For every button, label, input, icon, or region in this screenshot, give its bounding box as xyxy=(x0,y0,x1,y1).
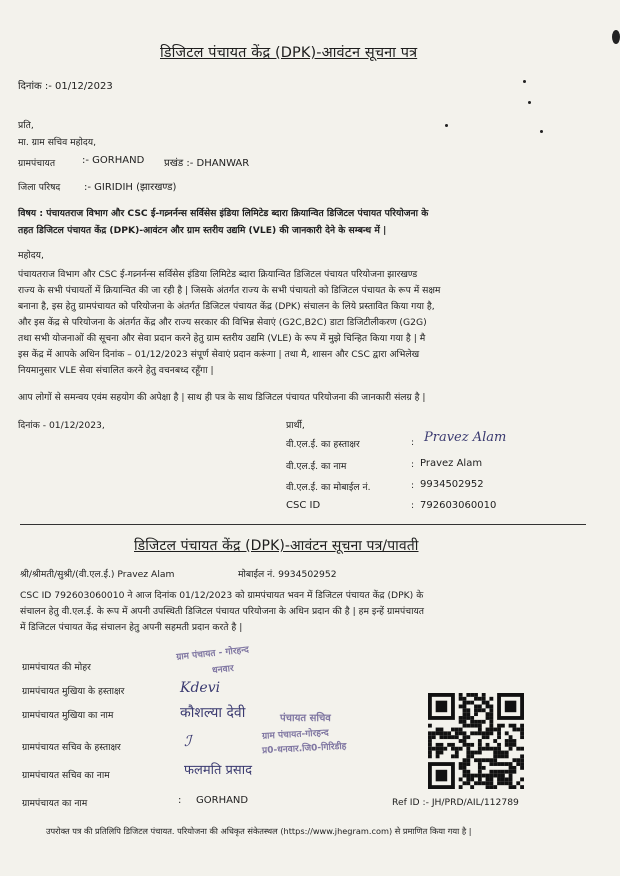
body-line: पंचायतराज विभाग और CSC ई-गव्र्नर्नन्स सर्विसेस इंडिया लिमिटेड ब्दारा क्रियान्वित डिजिटल पंचायत परियोजना झारखण्ड xyxy=(18,269,418,280)
salutation: महोदय, xyxy=(18,250,44,261)
ref-id: Ref ID :- JH/PRD/AIL/112789 xyxy=(392,797,519,808)
scan-speck xyxy=(523,80,526,83)
secretary-name-label: ग्रामपंचायत सचिव का नाम xyxy=(22,770,110,781)
gp-label: ग्रामपंचायत xyxy=(18,158,56,169)
date-line: दिनांक :- 01/12/2023 xyxy=(18,81,113,92)
body-line: इस केंद्र में आपके अधिन दिनांक – 01/12/2023 संपूर्ण सेवाएं प्रदान करूंगा | तथा मै, शासन और CSC द्वारा अभिलेख xyxy=(18,349,420,360)
colon: : xyxy=(411,459,415,470)
gp-value: :- GORHAND xyxy=(82,155,145,166)
district-value: :- GIRIDIH (झारखण्ड) xyxy=(84,182,177,193)
block-value: प्रखंड :- DHANWAR xyxy=(164,158,250,169)
mukhiya-signature: Kdevi xyxy=(180,680,221,696)
footer-note: उपरोक्त पत्र की प्रतिलिपि डिजिटल पंचायत. परियोजना की अधिकृत संकेतस्थल (https://www.jhegram.com) से प्रमाणित किया गया है | xyxy=(46,826,472,836)
secretary-sig-label: ग्रामपंचायत सचिव के हस्ताक्षर xyxy=(22,742,121,753)
body-line: राज्य के सभी पंचायतों में क्रियान्वित की जा रही है | जिसके अंतर्गत राज्य के सभी पंचायतो को डिजिटल पंचायत के रूप में सक्षम xyxy=(18,285,441,296)
mukhiya-name-handwritten: कौशल्या देवी xyxy=(180,705,246,721)
secretary-stamp-1: पंचायत सचिव xyxy=(280,713,331,724)
gp-name-value-colon: : xyxy=(178,795,182,806)
gp-seal-stamp: ग्राम पंचायत - गोरहन्द xyxy=(175,645,250,663)
colon: : xyxy=(411,437,415,448)
addressee: मा. ग्राम सचिव महोदय, xyxy=(18,137,97,148)
body-line: और इस केंद्र से परियोजना के अंतर्गत केंद्र और राज्य सरकार की विभिन्न सेवाएं (G2C,B2C) डाटा डिजिटीलीकरण (G2G) xyxy=(18,317,427,328)
closing-line: आप लोगों से समन्वय एवंम सहयोग की अपेक्षा है | साथ ही पत्र के साथ डिजिटल पंचायत परियोजना की जानकारी संलग्र है | xyxy=(18,392,426,403)
secretary-scrawl: ℐ xyxy=(184,732,192,750)
mukhiya-sig-label: ग्रामपंचायत मुखिया के हस्ताक्षर xyxy=(22,686,125,697)
applicant-label: प्रार्थी, xyxy=(286,420,305,431)
gp-seal-stamp-line2: धनवार xyxy=(211,663,235,677)
scan-speck xyxy=(528,101,531,104)
gp-name-label: ग्रामपंचायत का नाम xyxy=(22,798,88,809)
body-line: नियमानुसार VLE सेवा संचालित करने हेतु वचनबध्द रहूँगा | xyxy=(18,365,214,376)
vle-mobile: 9934502952 xyxy=(420,479,484,490)
section2-line-4: में डिजिटल पंचायत केंद्र संचालन हेतु अपनी सहमती प्रदान करते है | xyxy=(20,622,243,633)
scan-speck xyxy=(445,124,448,127)
colon: : xyxy=(411,480,415,491)
qr-code xyxy=(428,693,524,789)
district-label: जिला परिषद xyxy=(18,182,61,193)
mukhiya-name-label: ग्रामपंचायत मुखिया का नाम xyxy=(22,710,114,721)
scan-speck xyxy=(612,30,620,44)
section2-line-1: श्री/श्रीमती/सुश्री/(वी.एल.ई.) Pravez Alam xyxy=(20,569,175,580)
section2-mobile: मोबाईल नं. 9934502952 xyxy=(238,569,337,580)
gp-seal-label: ग्रामपंचायत की मोहर xyxy=(22,662,91,673)
secretary-stamp-2: ग्राम पंचायत-गोरहन्द xyxy=(261,728,329,742)
gp-name-value: GORHAND xyxy=(196,795,249,806)
vle-sig-label: वी.एल.ई. का हस्ताक्षर xyxy=(286,439,360,450)
secretary-stamp-3: प्र0-धनवार.जि0-गिरिडीह xyxy=(261,741,347,757)
body-line: तथा सभी योजनाओं की सूचना और सेवा प्रदान करने हेतु ग्राम स्तरीय उद्यमि (VLE) के रूप में मुझे चिन्हित किया गया है | मै xyxy=(18,333,426,344)
section2-line-3: संचालन हेतु वी.एल.ई. के रूप में अपनी उपस्थिती डिजिटल पंचायत परियोजना के अधिन प्रदान की है | हम इन्हें ग्रामपंचायत xyxy=(20,606,425,617)
csc-id-label: CSC ID xyxy=(286,500,321,511)
colon: : xyxy=(411,500,415,511)
subject-line-1: विषय : पंचायतराज विभाग और CSC ई-गव्र्नर्नन्स सर्विसेस इंडिया लिमिटेड ब्दारा क्रियान्वित डिजिटल पंचायत परियोजना के xyxy=(18,208,429,219)
scan-speck xyxy=(540,130,543,133)
section2-title: डिजिटल पंचायत केंद्र (DPK)-आवंटन सूचना पत्र/पावती xyxy=(134,538,419,554)
document-title: डिजिटल पंचायत केंद्र (DPK)-आवंटन सूचना पत्र xyxy=(160,45,418,61)
vle-mobile-label: वी.एल.ई. का मोबाईल नं. xyxy=(286,482,371,493)
section-divider xyxy=(20,524,586,525)
date-line-2: दिनांक - 01/12/2023, xyxy=(18,420,105,431)
secretary-signature: फलमति प्रसाद xyxy=(184,763,252,778)
vle-name-label: वी.एल.ई. का नाम xyxy=(286,461,347,472)
subject-line-2: तहत डिजिटल पंचायत केंद्र (DPK)-आवंटन और ग्राम स्तरीय उद्यमि (VLE) की जानकारी देने के सम्बन्ध में | xyxy=(18,225,387,236)
body-line: बनाना है, इस हेतु ग्रामपंचायत को परियोजना के अंतर्गत डिजिटल पंचायत केंद्र (DPK) संचालन के लिये प्रस्तावित किया गया है, xyxy=(18,301,435,312)
vle-signature: Pravez Alam xyxy=(424,430,507,445)
vle-name: Pravez Alam xyxy=(420,458,483,469)
csc-id-value: 792603060010 xyxy=(420,500,497,511)
section2-line-2: CSC ID 792603060010 ने आज दिनांक 01/12/2023 को ग्रामपंचायत भवन में डिजिटल पंचायत केंद्र (DPK) के xyxy=(20,590,424,601)
to-line: प्रति, xyxy=(18,120,34,131)
